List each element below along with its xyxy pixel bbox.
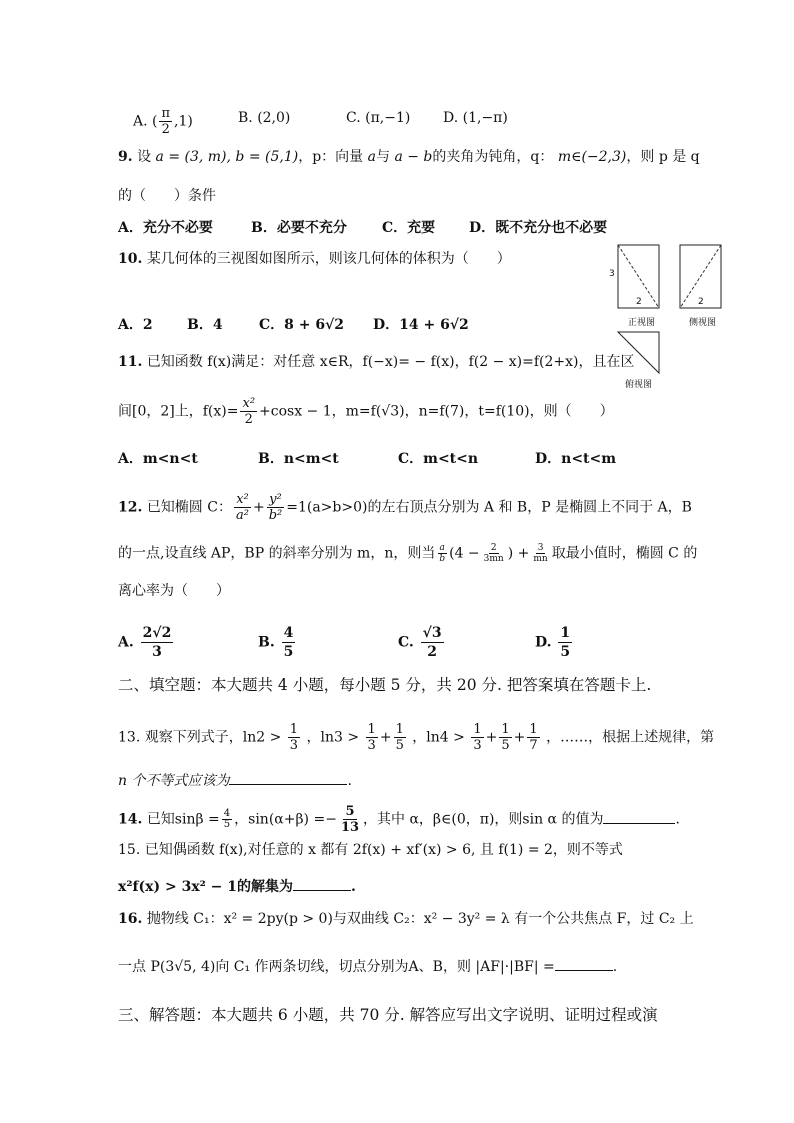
side-view-label: 侧视图: [689, 318, 717, 328]
q11-line1: 11. 已知函数 f(x)满足：对任意 x∈R，f(−x)= − f(x)，f(2 − x)=f(2+x)，且在区: [118, 354, 635, 370]
q13-line1: 13. 观察下列式子，ln2 > $\frac{1}{3}$ ，ln3 > $\frac{1}{3}$ + $\frac{1}{5}$ ，ln4 > $\frac{1}{3}$ + $\frac{1}{5}$ + $\frac{1}{7}$ ，……，根据上述规律，第: [118, 722, 715, 753]
q12-option-d: D. $\frac{1}{5}$: [535, 625, 571, 660]
q11-line2: 间[0，2]上，f(x)= $\frac{\text{x²}}{2}$ +cosx − 1，m=f(√3)，n=f(7)，t=f(10)，则（ ）: [118, 396, 614, 427]
q8-option-b: B. (2,0): [238, 110, 291, 126]
q9-option-b: B．必要不充分: [251, 220, 347, 236]
q12-option-b: B. $\frac{4}{5}$: [258, 625, 294, 660]
q15-line2: x²f(x) > 3x² − 1的解集为 .: [118, 876, 356, 897]
q14-line: 14. 已知sinβ = $\frac{4}{5}$ ，sin(α+β) =− $\frac{5}{13}$ ，其中 α，β∈(0，π)，则sin α 的值为 .: [118, 804, 680, 835]
q11-option-a: A．m<n<t: [118, 451, 198, 467]
q12-option-a: A. $\frac{2√2}{3}$: [118, 625, 172, 660]
q9-line2: 的（ ）条件: [118, 188, 216, 204]
q16-number: 16.: [118, 911, 143, 927]
section2-heading: 二、填空题：本大题共 4 小题，每小题 5 分，共 20 分. 把答案填在答题卡上.: [118, 676, 652, 694]
q11-number: 11.: [118, 354, 143, 370]
q9-option-c: C．充要: [382, 220, 436, 236]
q14-answer-blank[interactable]: [603, 809, 675, 824]
q9-cond-a: a = (3, m), b = (5,1): [155, 149, 299, 165]
q12-option-c: C. $\frac{√3}{2}$: [398, 625, 442, 660]
q11-option-c: C．m<t<n: [398, 451, 479, 467]
q12-line2: 的一点,设直线 AP，BP 的斜率分别为 m，n，则当 $\frac{a}{b}$ (4 − $\frac{2}{3mn}$ ) + $\frac{3}{mn}$ 取最小值时，椭圆 C 的: [118, 543, 698, 564]
q10-option-c: C．8 + 6√2: [259, 317, 345, 333]
q11-option-b: B．n<m<t: [258, 451, 339, 467]
q10-option-d: D．14 + 6√2: [373, 317, 469, 333]
q10-option-a: A．2: [118, 317, 153, 333]
dim-side-width: 2: [698, 297, 704, 307]
q16-answer-blank[interactable]: [555, 956, 613, 971]
q12-line3: 离心率为（ ）: [118, 583, 230, 599]
q8-a-frac-num: π: [161, 106, 171, 121]
q9-line1: 9. 设 a = (3, m), b = (5,1)，p：向量 a与 a − b的夹角为钝角，q： m∈(−2,3)，则 p 是 q: [118, 149, 700, 165]
q13-line2: n 个不等式应该为 .: [118, 770, 352, 791]
q16-line2: 一点 P(3√5, 4)向 C₁ 作两条切线，切点分别为A、B，则 |AF|·|BF| = .: [118, 956, 617, 977]
dim-height: 3: [609, 269, 615, 279]
top-view-label: 俯视图: [625, 380, 653, 390]
q15-line1: 15. 已知偶函数 f(x),对任意的 x 都有 2f(x) + xf′(x) > 6, 且 f(1) = 2，则不等式: [118, 842, 623, 858]
dim-front-width: 2: [636, 297, 642, 307]
q8-option-a: A. ( $\frac{\pi}{2}$ ,1): [133, 106, 193, 137]
q13-answer-blank[interactable]: [229, 770, 347, 785]
q16-line1: 16. 抛物线 C₁：x² = 2py(p > 0)与双曲线 C₂：x² − 3y² = λ 有一个公共焦点 F，过 C₂ 上: [118, 911, 694, 927]
q10-option-b: B．4: [187, 317, 223, 333]
q9-option-a: A．充分不必要: [118, 220, 213, 236]
q13-number: 13.: [118, 729, 141, 746]
q9-option-d: D．既不充分也不必要: [469, 220, 608, 236]
front-view-label: 正视图: [628, 318, 656, 328]
q8-option-c: C. (π,−1): [346, 110, 411, 126]
q9-number: 9.: [118, 149, 133, 165]
q12-line1: 12. 已知椭圆 C： $\frac{\text{x²}}{\text{a²}}$ + $\frac{\text{y²}}{\text{b²}}$ =1(a>b>0)的左右顶点分别为 A 和 B，P 是椭圆上不同于 A，B: [118, 492, 692, 523]
section3-heading: 三、解答题：本大题共 6 小题，共 70 分. 解答应写出文字说明、证明过程或演: [118, 1006, 658, 1024]
q10-line1: 10. 某几何体的三视图如图所示，则该几何体的体积为（ ）: [118, 251, 511, 267]
q8-option-d: D. (1,−π): [443, 110, 508, 126]
q8-a-frac-den: 2: [161, 122, 170, 137]
q14-number: 14.: [118, 811, 143, 828]
q11-option-d: D．n<t<m: [535, 451, 617, 467]
q15-number: 15.: [118, 842, 141, 858]
q10-number: 10.: [118, 251, 143, 267]
q15-answer-blank[interactable]: [293, 876, 351, 891]
q12-number: 12.: [118, 499, 143, 516]
